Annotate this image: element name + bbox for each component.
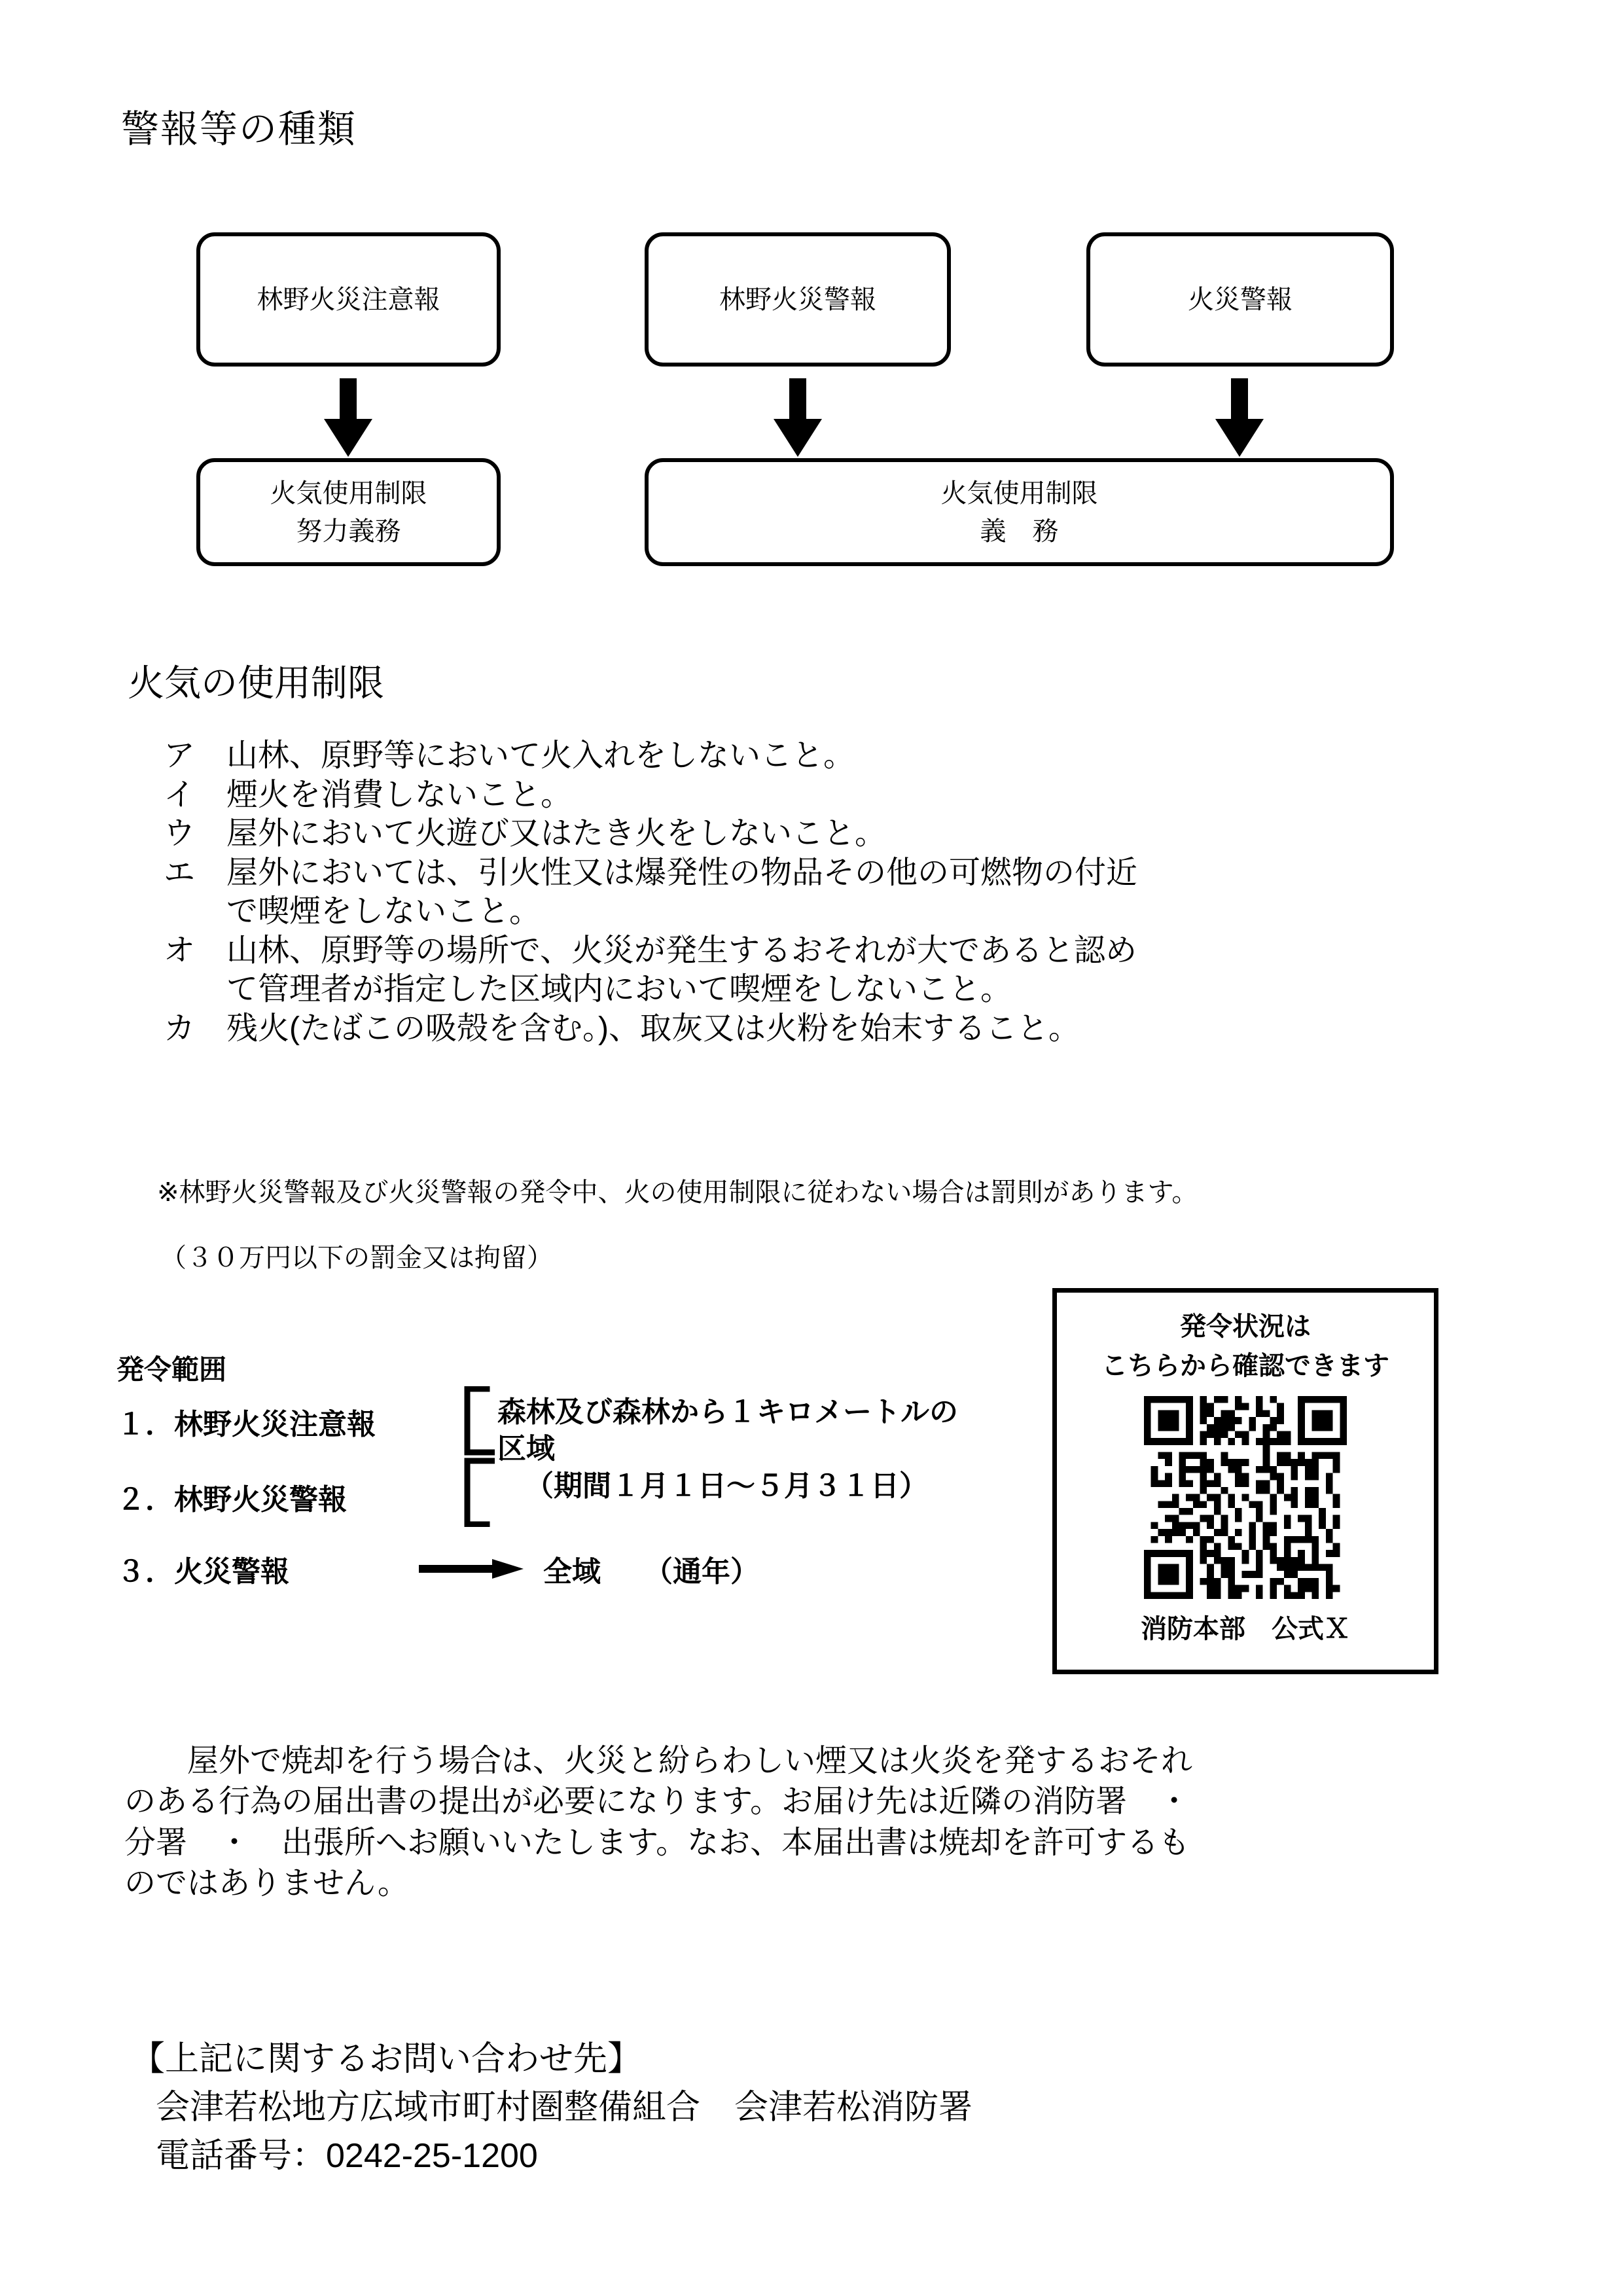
- list-item-text: [226, 776, 1472, 815]
- list-item-text: [226, 853, 1472, 931]
- contact-block: [131, 2036, 972, 2180]
- flow-box-line-1: 火気使用制限: [270, 478, 427, 508]
- down-arrow-icon: [774, 378, 822, 457]
- scope-row-forest-fire-advisory: [116, 1401, 376, 1443]
- list-item-line: 煙火を消費しないこと。: [226, 777, 573, 812]
- scope-row-fire-warning-value: 全域 （通年）: [543, 1556, 759, 1588]
- scope-row-number: １．: [116, 1408, 174, 1441]
- list-item-line: 山林、原野等の場所で、火災が発生するおそれが大であると認め: [226, 933, 1137, 968]
- flow-box-fire-warning: [1086, 232, 1394, 367]
- qr-code-icon[interactable]: [1144, 1396, 1347, 1599]
- list-item-marker: カ: [164, 1011, 196, 1046]
- scope-description-line: （期間１月１日～５月３１日）: [525, 1469, 928, 1502]
- list-item: [164, 814, 1472, 853]
- list-item: [164, 776, 1472, 815]
- flow-box-label: 林野火災注意報: [257, 285, 440, 314]
- scope-description-line: 森林及び森林から１キロメートルの: [497, 1396, 958, 1428]
- qr-caption: 消防本部 公式Ｘ: [1141, 1615, 1350, 1643]
- contact-phone: 電話番号：0242-25-1200: [156, 2136, 538, 2175]
- qr-info-panel: [1052, 1288, 1438, 1674]
- scope-description: [497, 1394, 958, 1505]
- contact-heading: 【上記に関するお問い合わせ先】: [131, 2040, 642, 2078]
- scope-title: 発令範囲: [116, 1354, 227, 1385]
- list-item: [164, 736, 1472, 776]
- penalty-amount: （３０万円以下の罰金又は拘留）: [160, 1244, 553, 1272]
- burning-notice-line: のではありません。: [124, 1866, 409, 1901]
- burning-notice-line: 屋外で焼却を行う場合は、火災と紛らわしい煙又は火炎を発するおそれ: [187, 1744, 1193, 1778]
- list-item-text: [226, 1009, 1472, 1049]
- restriction-list: [164, 736, 1472, 1048]
- flow-box-restriction-effort-duty: [196, 458, 501, 566]
- down-arrow-icon: [1215, 378, 1264, 457]
- list-item-marker: イ: [164, 777, 196, 812]
- list-item-line: て管理者が指定した区域内において喫煙をしないこと。: [226, 972, 1012, 1007]
- flow-box-label: 林野火災警報: [719, 285, 876, 314]
- scope-row-label: 火災警報: [174, 1556, 289, 1588]
- list-item-marker: ア: [164, 738, 196, 773]
- flow-box-forest-fire-advisory: [196, 232, 501, 367]
- list-item-line: 屋外において火遊び又はたき火をしないこと。: [226, 816, 887, 852]
- scope-row-label: 林野火災注意報: [174, 1408, 376, 1441]
- flow-box-line-2: 義 務: [980, 516, 1059, 546]
- scope-row-forest-fire-warning: [116, 1476, 347, 1518]
- list-item: [164, 931, 1472, 1009]
- list-item: [164, 853, 1472, 931]
- list-item: [164, 1009, 1472, 1049]
- list-item-text: [226, 736, 1472, 776]
- qr-headline: [1057, 1307, 1434, 1386]
- flow-box-forest-fire-warning: [645, 232, 951, 367]
- qr-headline-line: こちらから確認できます: [1101, 1352, 1389, 1380]
- list-item-marker: エ: [164, 855, 196, 890]
- scope-row-fire-warning: [116, 1548, 289, 1590]
- flow-box-label: 火災警報: [1188, 285, 1293, 314]
- penalty-note: ※林野火災警報及び火災警報の発令中、火の使用制限に従わない場合は罰則があります。: [157, 1178, 1198, 1207]
- burning-notice-paragraph: [124, 1741, 1192, 1905]
- warning-types-title: 警報等の種類: [121, 108, 357, 151]
- list-item-line: 山林、原野等において火入れをしないこと。: [226, 738, 855, 773]
- qr-headline-line: 発令状況は: [1180, 1312, 1311, 1341]
- list-item-line: 屋外においては、引火性又は爆発性の物品その他の可燃物の付近: [226, 855, 1138, 890]
- list-item-line: 残火(たばこの吸殻を含む。)、取灰又は火粉を始末すること。: [226, 1011, 1080, 1046]
- burning-notice-line: のある行為の届出書の提出が必要になります。お届け先は近隣の消防署 ・: [124, 1784, 1190, 1820]
- flow-box-line-1: 火気使用制限: [940, 478, 1098, 508]
- fire-usage-restriction-title: 火気の使用制限: [128, 662, 384, 704]
- burning-notice-line: 分署 ・ 出張所へお願いいたします。なお、本届出書は焼却を許可するも: [124, 1825, 1190, 1860]
- scope-description-line: 区域: [497, 1433, 555, 1465]
- down-arrow-icon: [324, 378, 372, 457]
- scope-row-label: 林野火災警報: [174, 1484, 347, 1516]
- scope-row-number: ３．: [116, 1556, 174, 1588]
- list-item-text: [226, 814, 1472, 853]
- flow-box-restriction-duty: [645, 458, 1394, 566]
- list-item-marker: ウ: [164, 816, 196, 852]
- curly-brace-icon: [458, 1386, 495, 1527]
- list-item-text: [226, 931, 1472, 1009]
- right-arrow-icon: [419, 1559, 524, 1579]
- flow-box-line-2: 努力義務: [296, 516, 401, 546]
- contact-organization: 会津若松地方広域市町村圏整備組合 会津若松消防署: [156, 2088, 973, 2126]
- scope-row-number: ２．: [116, 1484, 174, 1516]
- list-item-marker: オ: [164, 933, 196, 968]
- list-item-line: で喫煙をしないこと。: [226, 894, 541, 929]
